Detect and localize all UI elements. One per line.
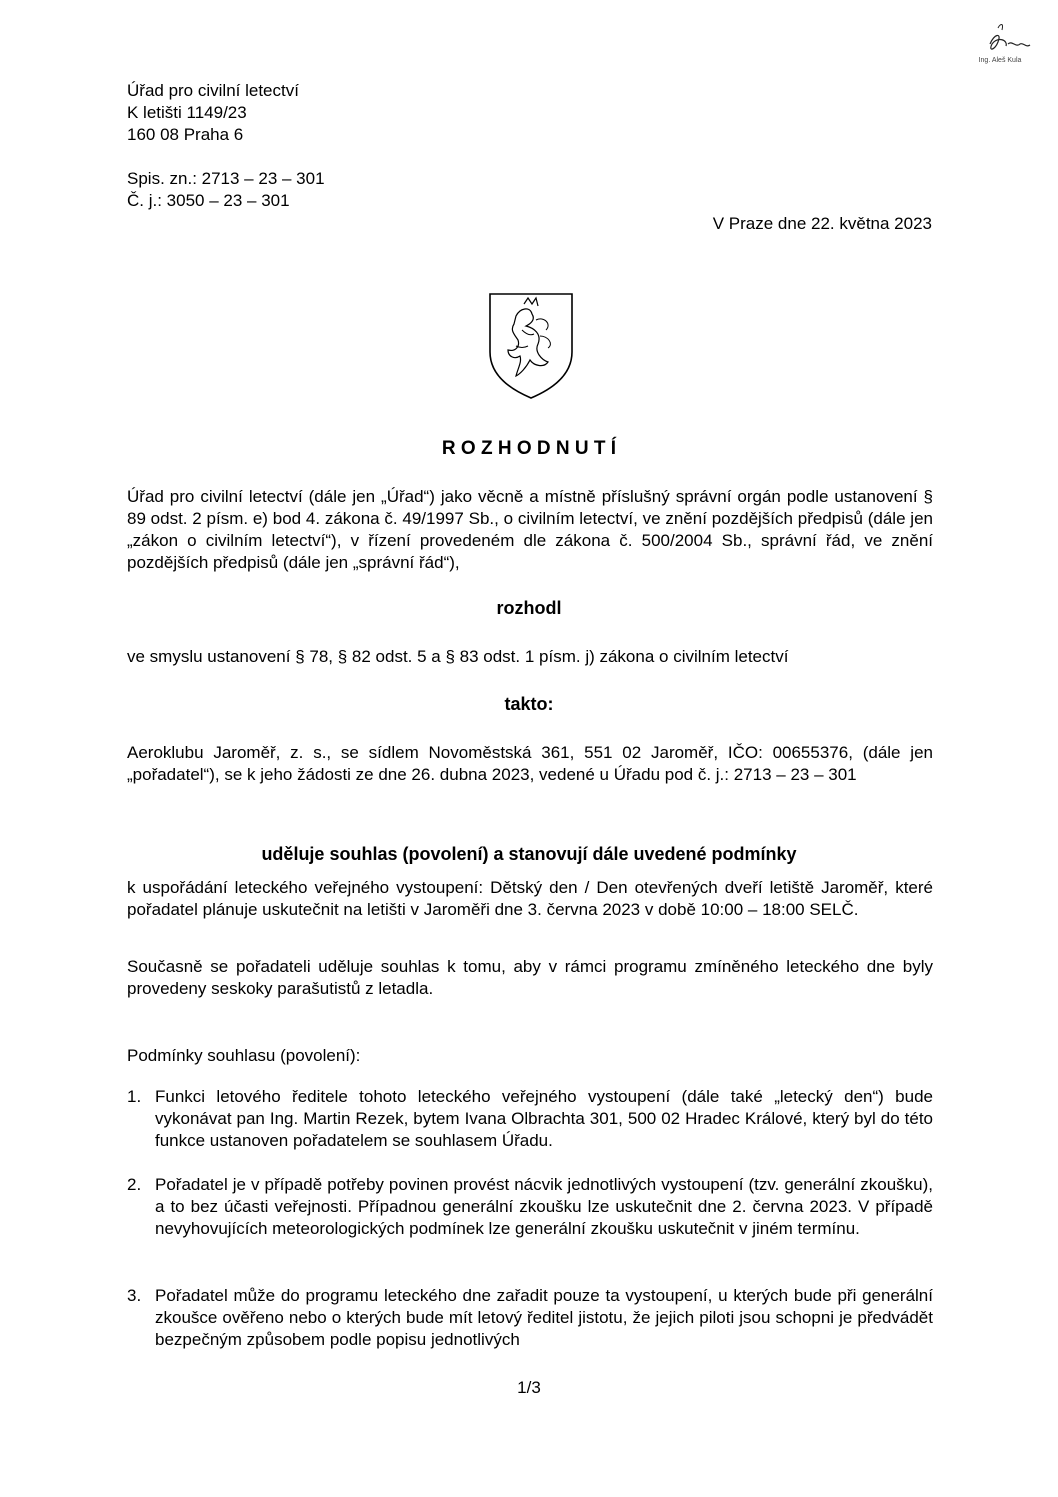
document-date: V Praze dne 22. května 2023 [712, 214, 932, 233]
list-item [127, 1174, 933, 1240]
signature-name: Ing. Aleš Kula [978, 57, 1022, 64]
decided-heading: rozhodl [496, 598, 562, 618]
file-reference: Spis. zn.: 2713 – 23 – 301 [127, 169, 325, 188]
event-paragraph: k uspořádání leteckého veřejného vystoupení: Dětský den / Den otevřených dveří letiště Jaroměř, které pořadatel plánuje uskutečnit na letišti v Jaroměři dne 3. června 2023 v době 10:00 – 18:00 SELČ. [127, 878, 933, 919]
list-item-text: Pořadatel je v případě potřeby povinen provést nácvik jednotlivých vystoupení (tzv. generální zkoušku), a to bez účasti veřejnosti. Případnou generální zkoušku lze uskutečnit dne 2. června 2023. V případě nevyhovujících meteorologických podmínek lze generální zkoušku uskutečnit v jiném termínu. [155, 1175, 933, 1238]
grant-heading: uděluje souhlas (povolení) a stanovují dále uvedené podmínky [261, 844, 797, 864]
coat-of-arms-emblem [486, 290, 576, 400]
list-item [127, 1285, 933, 1351]
list-item [127, 1086, 933, 1152]
parachute-paragraph: Současně se pořadateli uděluje souhlas k tomu, aby v rámci programu zmíněného leteckého dne byly provedeny seskoky parašutistů z letadla. [127, 957, 933, 998]
intro-paragraph: Úřad pro civilní letectví (dále jen „Úřad“) jako věcně a místně příslušný správní orgán podle ustanovení § 89 odst. 2 písm. e) bod 4. zákona č. 49/1997 Sb., o civilním letectví, ve znění pozdějších předpisů (dále jen „zákon o civilním letectví“), v řízení provedeném dle zákona č. 500/2004 Sb., správní řád, ve znění pozdějších předpisů (dále jen „správní řád“), [127, 487, 933, 572]
address-line: 160 08 Praha 6 [127, 125, 244, 144]
sender-address [127, 80, 299, 146]
applicant-paragraph: Aeroklubu Jaroměř, z. s., se sídlem Novoměstská 361, 551 02 Jaroměř, IČO: 00655376, (dále jen „pořadatel“), se k jeho žádosti ze dne 26. dubna 2023, vedené u Úřadu pod č. j.: 2713 – 23 – 301 [127, 743, 933, 784]
decision-title: R O Z H O D N U T Í [441, 438, 617, 459]
legal-basis: ve smyslu ustanovení § 78, § 82 odst. 5 a § 83 odst. 1 písm. j) zákona o civilním letectví [127, 647, 789, 666]
list-item-number: 1. [127, 1087, 142, 1106]
address-line: Úřad pro civilní letectví [127, 81, 299, 100]
list-item-number: 3. [127, 1286, 142, 1305]
page-number: 1/3 [517, 1378, 541, 1397]
list-item-number: 2. [127, 1175, 142, 1194]
thus-heading: takto: [504, 694, 554, 714]
conditions-heading: Podmínky souhlasu (povolení): [127, 1046, 361, 1065]
reference-numbers [127, 168, 325, 212]
address-line: K letišti 1149/23 [127, 103, 247, 122]
document-reference: Č. j.: 3050 – 23 – 301 [127, 191, 290, 210]
list-item-text: Funkci letového ředitele tohoto leteckého veřejného vystoupení (dále také „letecký den“) bude vykonávat pan Ing. Martin Rezek, bytem Ivana Olbrachta 301, 500 02 Hradec Králové, který byl do této funkce ustanoven pořadatelem se souhlasem Úřadu. [155, 1087, 933, 1150]
list-item-text: Pořadatel může do programu leteckého dne zařadit pouze ta vystoupení, u kterých bude při generální zkoušce ověřeno nebo o kterých bude mít letový ředitel jistotu, že jejich piloti jsou schopni je předvádět bezpečným způsobem podle popisu jednotlivých [155, 1286, 933, 1349]
